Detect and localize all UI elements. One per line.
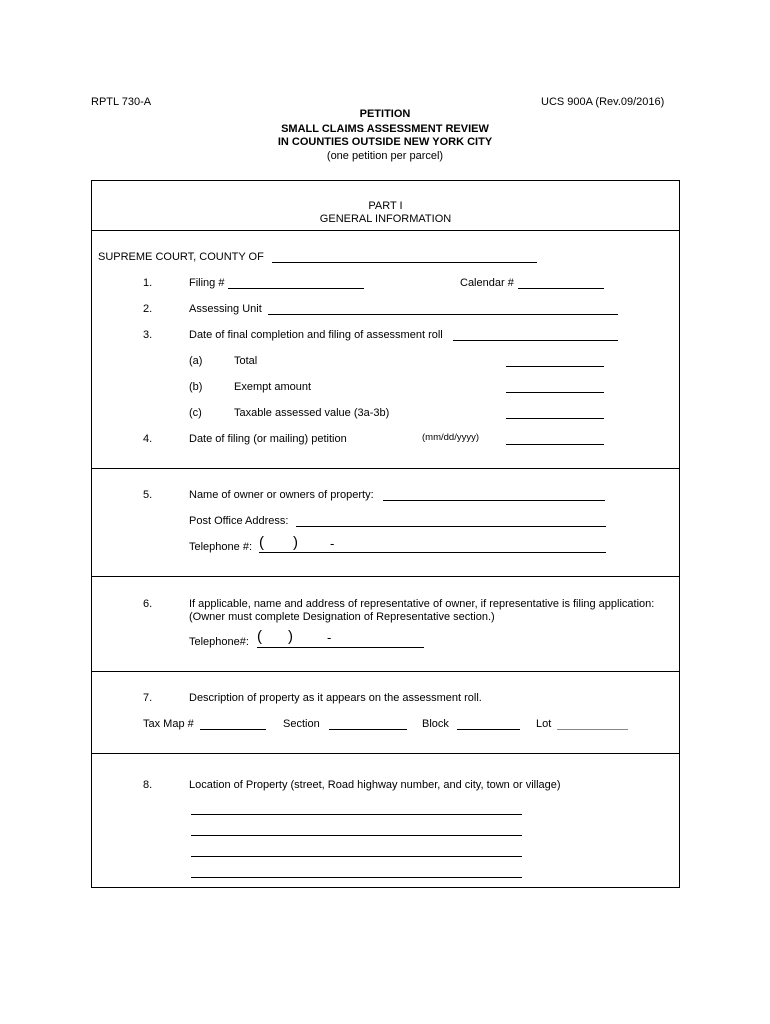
location-line-3[interactable] <box>191 856 522 857</box>
owner-phone-paren-close: ) <box>293 534 298 551</box>
representative-label: If applicable, name and address of representative of owner, if representative is filing application: <box>189 598 655 610</box>
representative-note: (Owner must complete Designation of Representative section.) <box>189 611 495 623</box>
lot-label: Lot <box>536 718 552 730</box>
calendar-number-field[interactable] <box>518 288 604 289</box>
divider-owner <box>91 468 680 469</box>
form-id: RPTL 730-A <box>91 96 152 108</box>
taxable-label: Taxable assessed value (3a-3b) <box>234 407 390 419</box>
item-3a: (a) <box>189 355 203 367</box>
item-number-2: 2. <box>143 303 153 315</box>
date-filing-field[interactable] <box>506 444 604 445</box>
representative-phone-label: Telephone#: <box>189 636 249 648</box>
location-line-4[interactable] <box>191 877 522 878</box>
item-number-4: 4. <box>143 433 153 445</box>
property-description-label: Description of property as it appears on the assessment roll. <box>189 692 482 704</box>
item-number-8: 8. <box>143 779 153 791</box>
taxable-field[interactable] <box>506 418 604 419</box>
title-petition: PETITION <box>359 108 411 120</box>
divider-part1 <box>91 230 680 231</box>
tax-map-field[interactable] <box>200 729 266 730</box>
rep-phone-dash: - <box>327 630 332 645</box>
owner-phone-field[interactable] <box>259 552 606 553</box>
block-label: Block <box>422 718 449 730</box>
item-3b: (b) <box>189 381 203 393</box>
tax-map-label: Tax Map # <box>143 718 194 730</box>
owner-phone-label: Telephone #: <box>189 541 252 553</box>
location-line-1[interactable] <box>191 814 522 815</box>
item-number-5: 5. <box>143 489 153 501</box>
exempt-field[interactable] <box>506 392 604 393</box>
divider-location <box>91 753 680 754</box>
total-label: Total <box>234 355 258 367</box>
exempt-label: Exempt amount <box>234 381 312 393</box>
rep-phone-paren-open: ( <box>257 628 262 645</box>
location-label: Location of Property (street, Road highway number, and city, town or village) <box>189 779 561 791</box>
owner-name-label: Name of owner or owners of property: <box>189 489 374 501</box>
ucs-form-id: UCS 900A (Rev.09/2016) <box>541 96 665 108</box>
owner-address-field[interactable] <box>296 526 606 527</box>
title-counties: IN COUNTIES OUTSIDE NEW YORK CITY <box>277 136 493 148</box>
owner-phone-dash: - <box>330 536 335 551</box>
owner-address-label: Post Office Address: <box>189 515 289 527</box>
title-scar: SMALL CLAIMS ASSESSMENT REVIEW <box>281 123 489 135</box>
court-label: SUPREME COURT, COUNTY OF <box>98 251 264 263</box>
filing-label: Filing # <box>189 277 225 289</box>
assessing-unit-field[interactable] <box>268 314 618 315</box>
county-field[interactable] <box>272 262 537 263</box>
lot-field[interactable] <box>557 729 628 730</box>
part1-subheading: GENERAL INFORMATION <box>319 213 452 225</box>
assessing-unit-label: Assessing Unit <box>189 303 262 315</box>
item-number-1: 1. <box>143 277 153 289</box>
item-3c: (c) <box>189 407 202 419</box>
rep-phone-paren-close: ) <box>288 628 293 645</box>
section-field[interactable] <box>329 729 407 730</box>
title-per-parcel: (one petition per parcel) <box>326 150 444 162</box>
owner-name-field[interactable] <box>383 500 605 501</box>
location-line-2[interactable] <box>191 835 522 836</box>
calendar-label: Calendar # <box>460 277 514 289</box>
divider-representative <box>91 576 680 577</box>
date-format-hint: (mm/dd/yyyy) <box>422 432 479 443</box>
representative-phone-field[interactable] <box>257 647 424 648</box>
date-final-field[interactable] <box>453 340 618 341</box>
item-number-6: 6. <box>143 598 153 610</box>
date-filing-label: Date of filing (or mailing) petition <box>189 433 347 445</box>
item-number-7: 7. <box>143 692 153 704</box>
item-number-3: 3. <box>143 329 153 341</box>
part1-heading: PART I <box>368 200 403 212</box>
total-field[interactable] <box>506 366 604 367</box>
divider-property <box>91 671 680 672</box>
block-field[interactable] <box>457 729 520 730</box>
section-label: Section <box>283 718 320 730</box>
filing-number-field[interactable] <box>228 288 364 289</box>
owner-phone-paren-open: ( <box>259 534 264 551</box>
date-final-label: Date of final completion and filing of assessment roll <box>189 329 443 341</box>
